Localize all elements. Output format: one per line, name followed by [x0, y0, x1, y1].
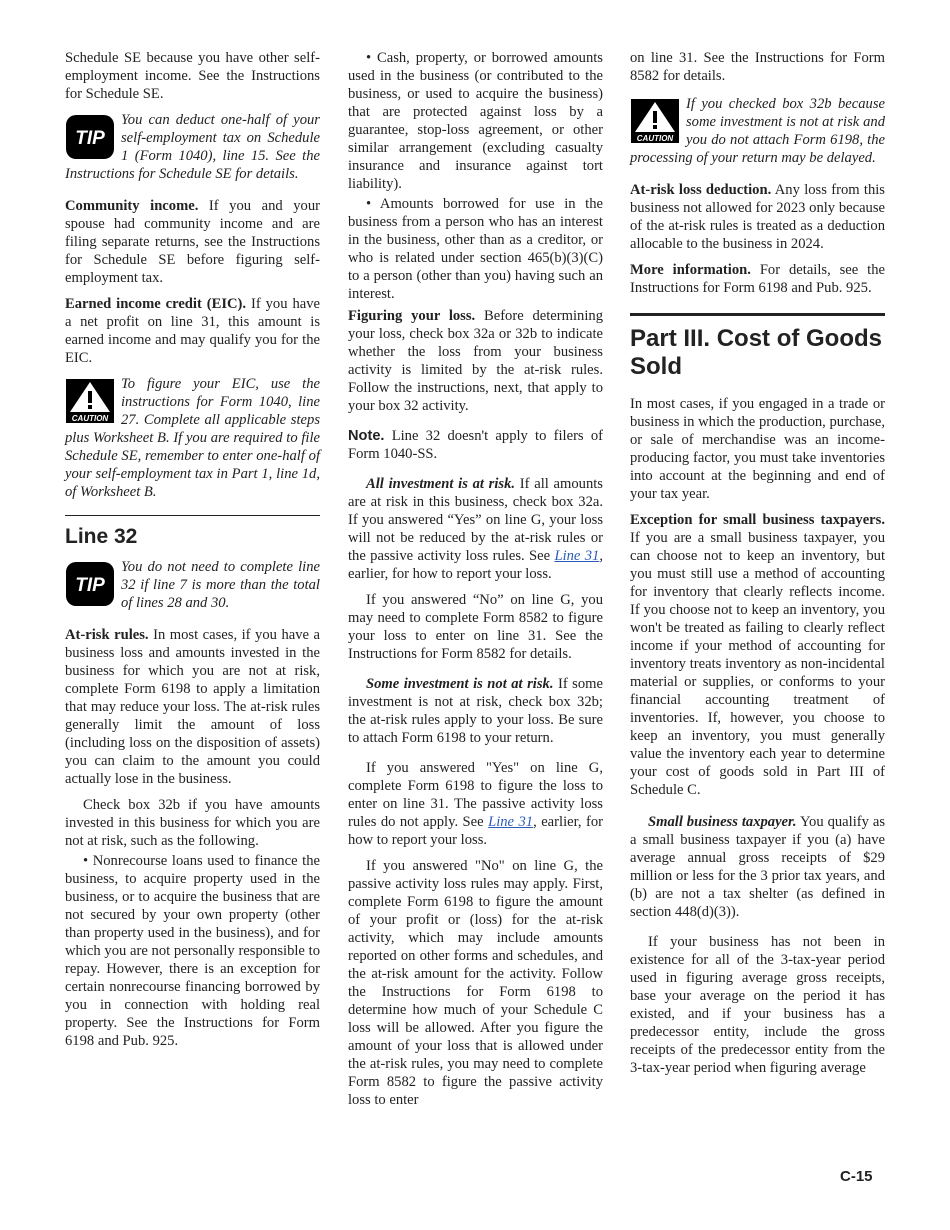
paragraph: At-risk loss deduction. Any loss from this business not allowed for 2023 only because of the at-risk rules is treated as a deduction allocable to the business in 2024. — [630, 182, 885, 252]
paragraph: All investment is at risk. If all amounts are at risk in this business, check box 32a. If you answered “Yes” on line G, your loss will not be reduced by the at-risk rules or the passive activity loss rules. See Line 31, earlier, for how to report your loss. — [348, 476, 603, 582]
page-number: C-15 — [840, 1168, 873, 1185]
bullet-item: • Cash, property, or borrowed amounts used in the business (or contributed to the business, or used to acquire the business) that are protected against loss by a guarantee, stop-loss agreement, or other similar arrangement (excluding casualty insurance and insurance against tort liability). — [348, 50, 603, 192]
note-paragraph: Note. Line 32 doesn't apply to filers of Form 1040-SS. — [348, 428, 603, 462]
paragraph: on line 31. See the Instructions for Form 8582 for details. — [630, 50, 885, 84]
caution-note — [65, 375, 320, 501]
part-rule — [630, 313, 885, 316]
tip-note — [65, 111, 320, 183]
paragraph: Schedule SE because you have other self-employment income. See the Instructions for Schedule SE. — [65, 50, 320, 102]
caution-text: If you checked box 32b because some investment is not at risk and you do not attach Form 6198, the processing of your return may be delayed. — [630, 96, 885, 166]
paragraph: Check box 32b if you have amounts invested in this business for which you are not at risk, such as the following. — [65, 797, 320, 849]
section-heading-line-32: Line 32 — [65, 525, 138, 548]
bullet-item: • Nonrecourse loans used to finance the business, to acquire property used in the business, or to acquire the business that are not secured by your own property (other than property used in the business), and for which you are not personally responsible to repay. However, there is an exception for certain nonrecourse financing borrowed by you in connection with holding real property. See the Instructions for Form 6198 and Pub. 925. — [65, 853, 320, 1049]
svg-text:TIP: TIP — [75, 128, 105, 149]
paragraph: If you answered “No” on line G, you may need to complete Form 8582 to figure your loss to enter on line 31. See the Instructions for Form 8582 for details. — [348, 592, 603, 662]
paragraph: Earned income credit (EIC). If you have a net profit on line 31, this amount is earned income and may qualify you for the EIC. — [65, 296, 320, 366]
paragraph: Exception for small business taxpayers. If you are a small business taxpayer, you can choose not to keep an inventory, but you must still use a method of accounting for inventory that clearly reflects income. If you choose not to keep an inventory, you won't be treated as failing to clearly reflect income if your method of accounting for inventory treats inventory as non-incidental material or supplies, or conforms to your financial accounting treatment of inventories. If, however, you choose to keep an inventory, you must generally value the inventory each year to determine your cost of goods sold in Part III of Schedule C. — [630, 512, 885, 798]
caution-text: To figure your EIC, use the instructions for Form 1040, line 27. Complete all applicable steps plus Worksheet B. If you are required to file Schedule SE, remember to enter one-half of your self-employment tax in Part 1, line 1d, of Worksheet B. — [65, 376, 320, 500]
tip-note — [65, 558, 320, 612]
paragraph: In most cases, if you engaged in a trade or business in which the production, purchase, or sale of merchandise was an income-producing factor, you must take inventories into account at the beginning and end of your tax year. — [630, 396, 885, 502]
part-iii-heading: Part III. Cost of Goods Sold — [630, 325, 883, 380]
svg-text:TIP: TIP — [75, 575, 105, 596]
paragraph: Small business taxpayer. You qualify as a small business taxpayer if you (a) have average annual gross receipts of $29 million or less for the 3 prior tax years, and (b) are not a tax shelter (as defined in section 448(d)(3)). — [630, 814, 885, 920]
tip-text: You do not need to complete line 32 if line 7 is more than the total of lines 28 and 30. — [121, 559, 320, 611]
line-31-link[interactable]: Line 31 — [554, 548, 600, 564]
paragraph: Figuring your loss. Before determining your loss, check box 32a or 32b to indicate whether the loss from your business activity is limited by the at-risk rules. Follow the instructions, next, that apply to your box 32 activity. — [348, 308, 603, 414]
paragraph: If your business has not been in existence for all of the 3-tax-year period used in figuring average gross receipts, base your average on the period it has existed, and if your business has a predecessor entity, include the gross receipts of the predecessor entity from the 3-tax-year period when figuring average — [630, 934, 885, 1076]
column-3 — [630, 49, 885, 1085]
tip-text: You can deduct one-half of your self-employment tax on Schedule 1 (Form 1040), line 15. See the Instructions for Schedule SE for details. — [65, 112, 320, 182]
svg-text:CAUTION: CAUTION — [71, 414, 109, 423]
tip-icon — [65, 561, 115, 607]
caution-icon — [630, 98, 680, 144]
paragraph: If you answered "No" on line G, the passive activity loss rules may apply. First, complete Form 6198 to figure the amount of your profit or (loss) for the at-risk activity, which may include amounts reported on other forms and schedules, and the at-risk amount for the activity. Follow the Instructions for Form 6198 to determine how much of your Schedule C loss will be allowed. After you figure the amount of your loss that is allowed under the at-risk rules, you may need to complete Form 8582 to figure the passive activity loss to enter — [348, 858, 603, 1108]
paragraph: Some investment is not at risk. If some investment is not at risk, check box 32b; the at-risk rules apply to your loss. Be sure to attach Form 6198 to your return. — [348, 676, 603, 746]
caution-note — [630, 95, 885, 167]
caution-icon — [65, 378, 115, 424]
paragraph: At-risk rules. In most cases, if you have a business loss and amounts invested in the business for which you are not at risk, complete Form 6198 to apply a limitation that may reduce your loss. The at-risk rules generally limit the amount of loss (including loss on the disposition of assets) you can claim to the amount you could actually lose in the business. — [65, 627, 320, 787]
paragraph: More information. For details, see the Instructions for Form 6198 and Pub. 925. — [630, 262, 885, 296]
column-1 — [65, 49, 320, 1052]
line-31-link[interactable]: Line 31 — [488, 814, 534, 830]
column-2 — [348, 49, 603, 1117]
paragraph: If you answered "Yes" on line G, complete Form 6198 to figure the loss to enter on line 31. The passive activity loss rules do not apply. See Line 31, earlier, for how to report your loss. — [348, 760, 603, 848]
bullet-item: • Amounts borrowed for use in the business from a person who has an interest in the business, other than as a creditor, or who is related under section 465(b)(3)(C) to a person (other than you) having such an interest. — [348, 196, 603, 302]
paragraph: Community income. If you and your spouse had community income and are filing separate returns, see the Instructions for Schedule SE before figuring self-employment tax. — [65, 198, 320, 286]
tip-icon — [65, 114, 115, 160]
section-rule — [65, 515, 320, 516]
svg-text:CAUTION: CAUTION — [636, 134, 674, 143]
